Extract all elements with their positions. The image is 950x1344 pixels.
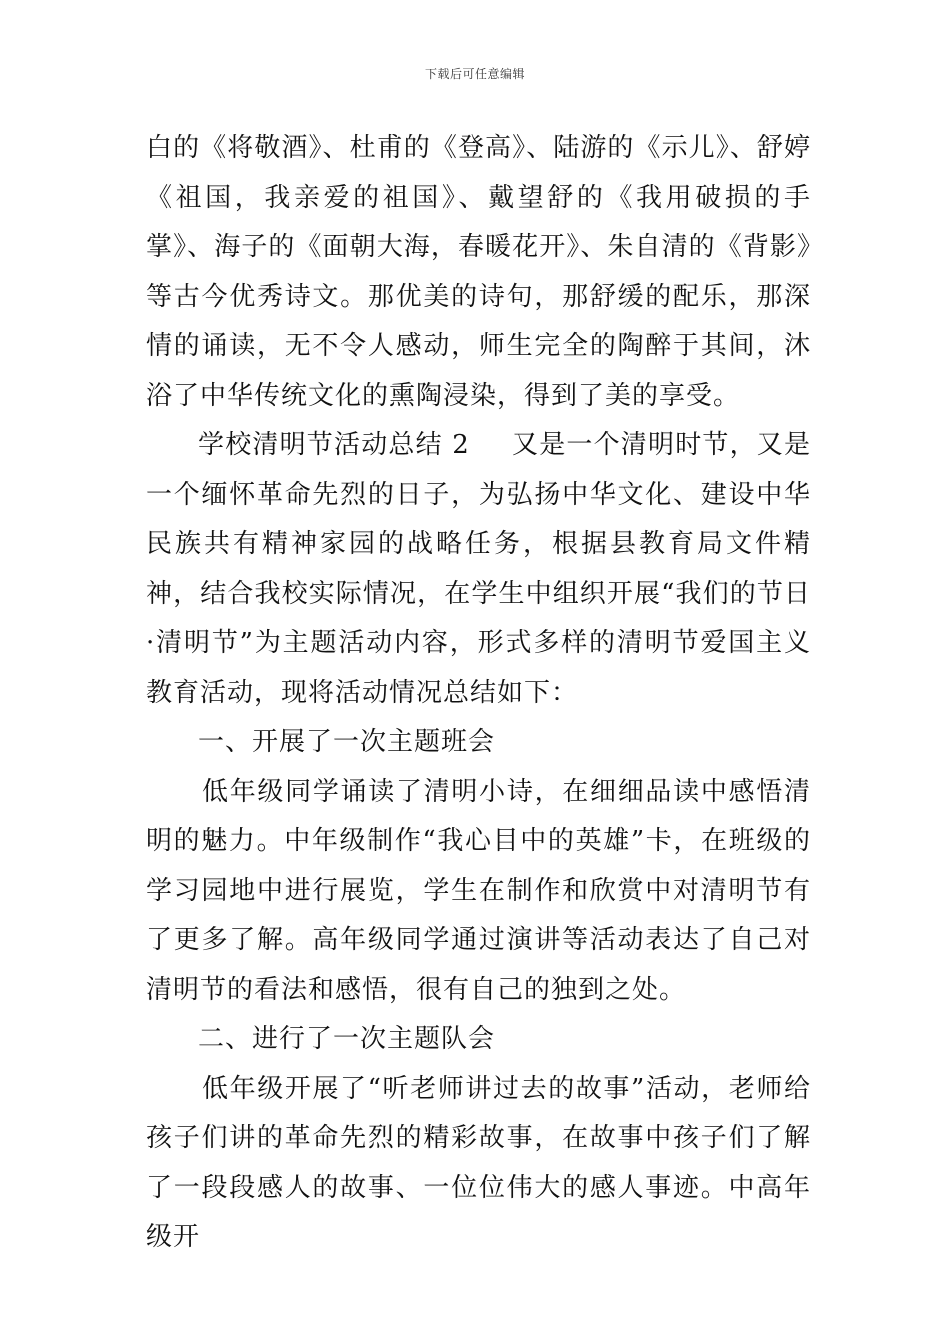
paragraph-summary-2 (146, 421, 811, 718)
paragraph-continued-poems: 白的《将敬酒》、杜甫的《登高》、陆游的《示儿》、舒婷《祖国，我亲爱的祖国》、戴望舒的《我用破损的手掌》、海子的《面朝大海，春暖花开》、朱自清的《背影》等古今优秀诗文。那优美的诗句，那舒缓的配乐，那深情的诵读，无不令人感动，师生完全的陶醉于其间，沐浴了中华传统文化的熏陶浸染，得到了美的享受。 (146, 133, 811, 411)
page-header-note: 下载后可任意编辑 (424, 67, 525, 81)
paragraph-class-meeting: 低年级同学诵读了清明小诗，在细细品读中感悟清明的魅力。中年级制作“我心目中的英雄”卡，在班级的学习园地中进行展览，学生在制作和欣赏中对清明节有了更多了解。高年级同学通过演讲等活动表达了自己对清明节的看法和感悟，很有自己的独到之处。 (146, 776, 811, 1005)
heading-class-meeting: 一、开展了一次主题班会 (198, 727, 496, 757)
heading-team-meeting: 二、进行了一次主题队会 (198, 1024, 496, 1054)
summary-2-intro-text: 又是一个清明时节，又是一个缅怀革命先烈的日子，为弘扬中华文化、建设中华民族共有精神家园的战略任务，根据县教育局文件精神，结合我校实际情况，在学生中组织开展“我们的节日·清明节”为主题活动内容，形式多样的清明节爱国主义教育活动，现将活动情况总结如下： (146, 430, 811, 708)
paragraph-team-meeting: 低年级开展了“听老师讲过去的故事”活动，老师给孩子们讲的革命先烈的精彩故事，在故事中孩子们了解了一段段感人的故事、一位位伟大的感人事迹。中高年级开 (146, 1073, 811, 1252)
section-title-summary-2: 学校清明节活动总结 2 (198, 430, 470, 460)
document-body (146, 124, 811, 1263)
